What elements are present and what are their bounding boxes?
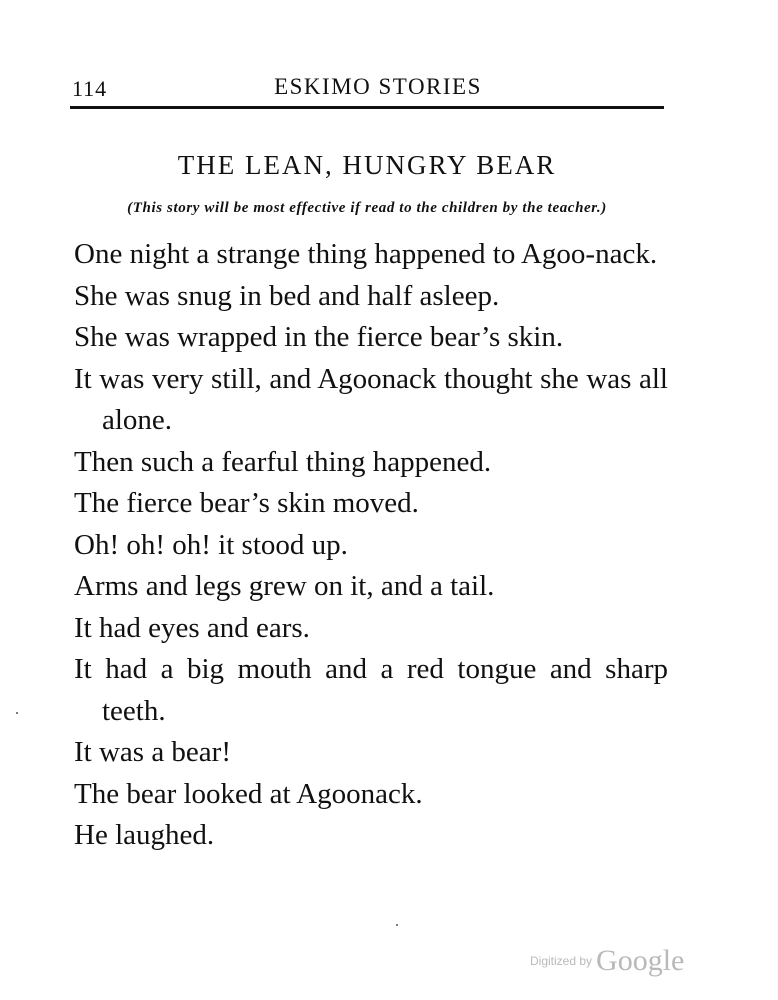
header-rule: [70, 106, 664, 109]
story-title: THE LEAN, HUNGRY BEAR: [177, 150, 557, 180]
story-line: Arms and legs grew on it, and a tail.: [74, 570, 495, 602]
story-line: It had a big mouth and a red tongue and sharp teeth.: [74, 653, 668, 727]
print-speck: [16, 712, 18, 714]
story-line: The fierce bear’s skin moved.: [74, 487, 419, 519]
story-line: He laughed.: [74, 819, 215, 851]
watermark-prefix: Digitized by: [530, 954, 593, 968]
story-line: It was very still, and Agoonack thought she was all alone.: [74, 362, 668, 436]
story-line: One night a strange thing happened to Agoo-nack.: [74, 238, 658, 270]
story-note: (This story will be most effective if read to the children by the teacher.): [127, 200, 607, 216]
story-line: It was a bear!: [74, 736, 231, 768]
story-line: She was snug in bed and half asleep.: [74, 279, 500, 312]
print-speck: [396, 924, 398, 926]
digitization-watermark: [530, 944, 700, 980]
story-line: Oh! oh! oh! it stood up.: [74, 528, 348, 561]
google-logo: Google: [596, 944, 685, 977]
story-body: [74, 234, 668, 857]
page-number: 114: [72, 76, 108, 101]
running-title: ESKIMO STORIES: [274, 74, 482, 99]
story-line: She was wrapped in the fierce bear’s skin.: [74, 321, 564, 353]
story-line: It had eyes and ears.: [74, 611, 310, 644]
story-line: The bear looked at Agoonack.: [74, 777, 423, 810]
story-line: Then such a fearful thing happened.: [74, 445, 492, 478]
running-head: [72, 74, 662, 104]
